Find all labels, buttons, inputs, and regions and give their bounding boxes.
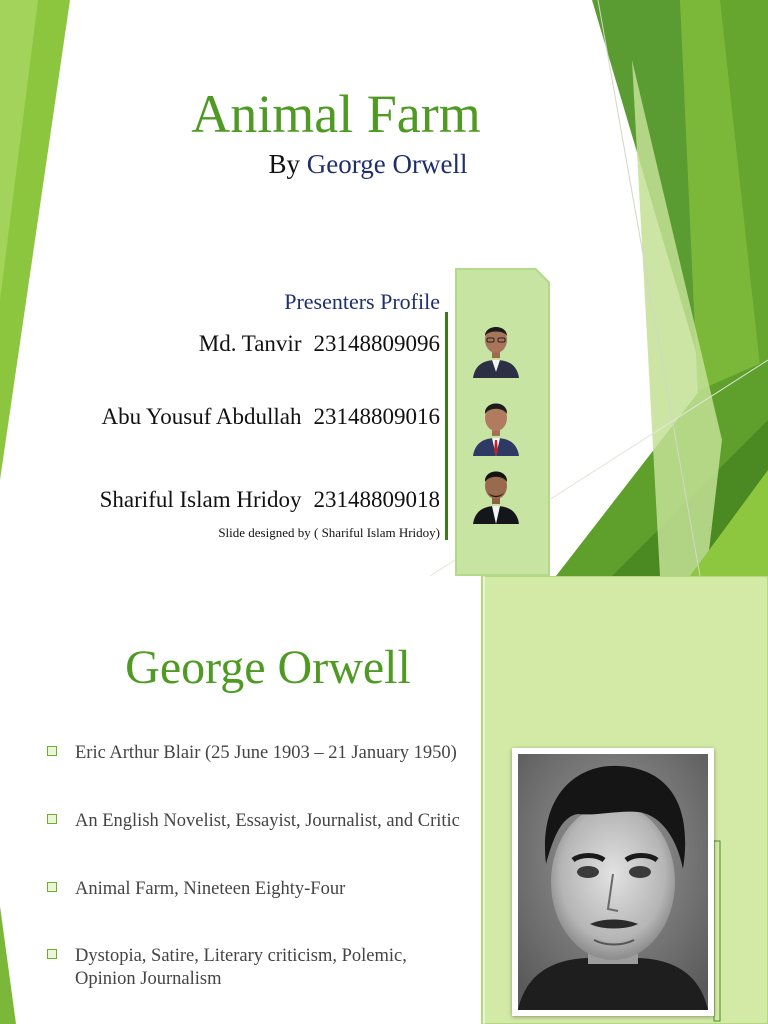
presenter-name: Md. Tanvir (198, 331, 302, 356)
presenter-name: Abu Yousuf Abdullah (101, 404, 302, 429)
bullet-text: Animal Farm, Nineteen Eighty-Four (75, 879, 346, 899)
slide-credit: Slide designed by ( Shariful Islam Hridoy) (218, 525, 440, 540)
author-name: George Orwell (306, 149, 468, 179)
portrait-photo-icon (518, 754, 708, 1010)
bio-bullet-list (44, 742, 484, 991)
presenter-row (101, 403, 440, 431)
bullet-text: Eric Arthur Blair (25 June 1903 – 21 January 1950) (75, 743, 457, 763)
presenter-name: Shariful Islam Hridoy (99, 487, 302, 512)
square-bullet-icon (47, 746, 57, 756)
section-title: George Orwell (125, 641, 411, 694)
presentation-title: Animal Farm (191, 84, 481, 144)
presenter-row (100, 486, 440, 514)
square-bullet-icon (47, 882, 57, 892)
list-item (44, 878, 484, 901)
square-bullet-icon (47, 814, 57, 824)
list-item (44, 945, 445, 991)
presenter-id: 23148809018 (313, 487, 440, 512)
presenters-heading: Presenters Profile (284, 289, 440, 314)
byline (0, 148, 736, 180)
list-item (44, 810, 484, 833)
person-avatar-icon (471, 314, 521, 378)
byline-prefix: By (268, 149, 301, 179)
list-item (44, 742, 484, 765)
presenter-id: 23148809016 (313, 404, 440, 429)
person-avatar-icon (471, 392, 521, 456)
presenter-row (199, 330, 440, 358)
square-bullet-icon (47, 949, 57, 959)
bullet-text: An English Novelist, Essayist, Journalist, and Critic (75, 811, 460, 831)
person-avatar-icon (471, 460, 521, 524)
bullet-text: Dystopia, Satire, Literary criticism, Polemic, Opinion Journalism (75, 946, 407, 989)
author-portrait (512, 748, 714, 1016)
presenter-id: 23148809096 (313, 331, 440, 356)
divider-bar (445, 312, 448, 540)
